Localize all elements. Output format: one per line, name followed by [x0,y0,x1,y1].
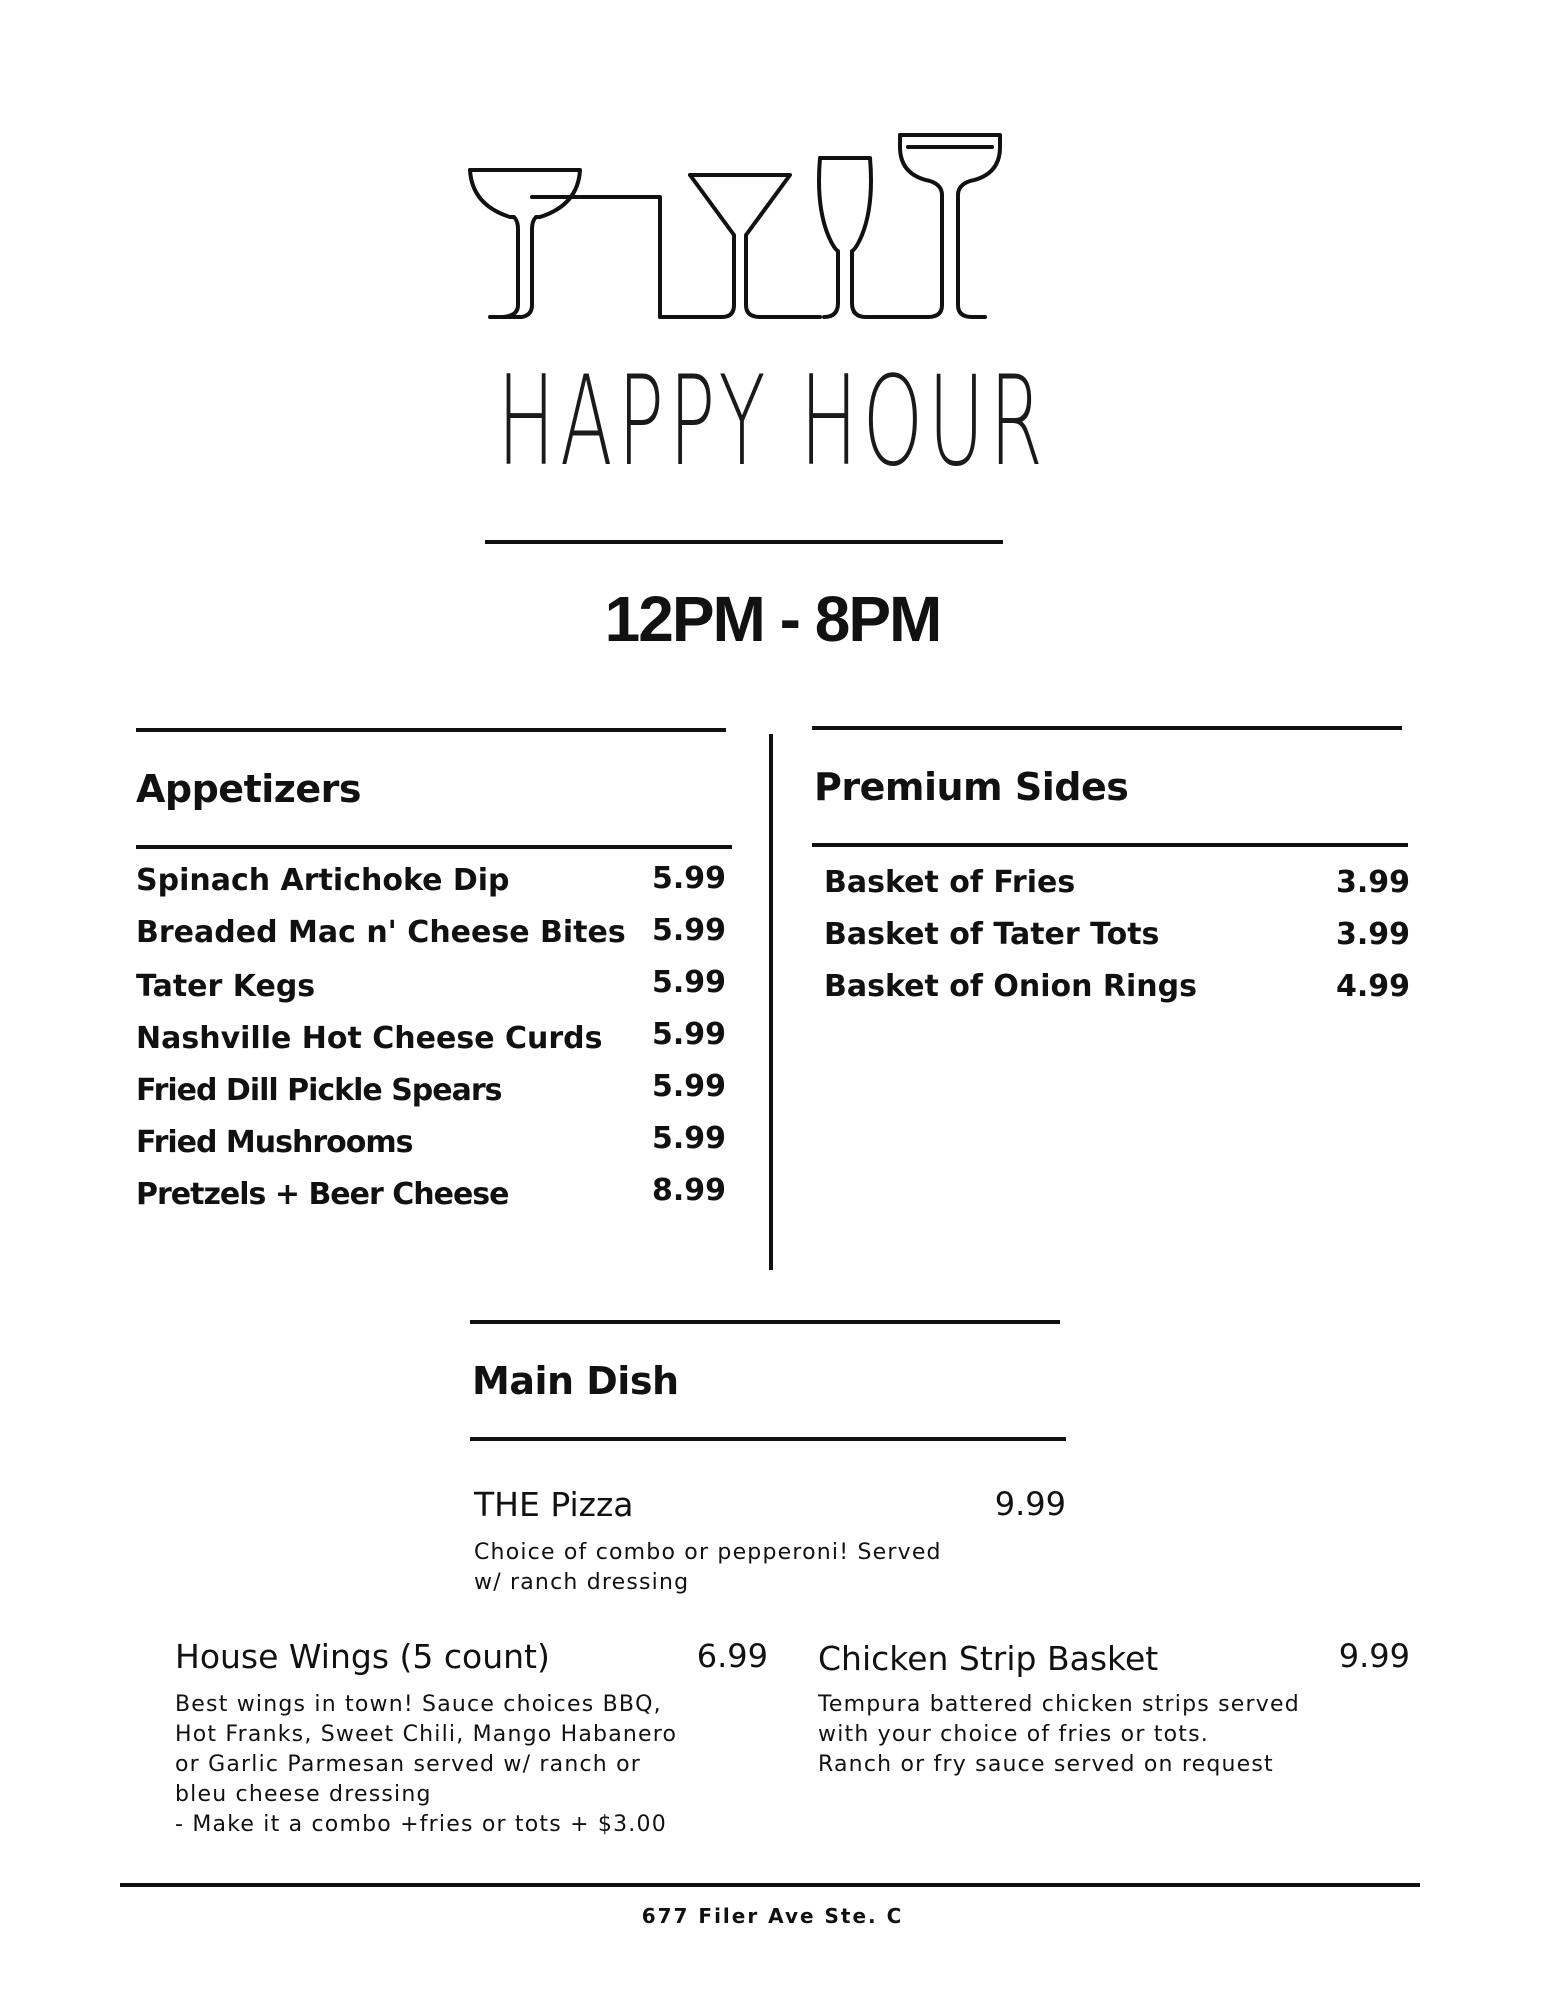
appetizer-item-price: 5.99 [651,1017,726,1052]
dish-price: 9.99 [994,1485,1066,1523]
appetizer-item-name: Fried Dill Pickle Spears [136,1073,502,1108]
main-title: Main Dish [472,1359,679,1403]
sides-bottom-divider [812,843,1408,847]
dish-price: 6.99 [696,1637,768,1675]
appetizers-title: Appetizers [136,767,362,811]
appetizer-item-price: 8.99 [651,1173,726,1208]
cocktail-glasses-icon [460,125,1020,325]
description-line: with your choice of fries or tots. [818,1722,1209,1747]
hours-text: 12PM - 8PM [604,583,941,655]
dish-name: Chicken Strip Basket [818,1639,1159,1678]
appetizer-item-price: 5.99 [651,1069,726,1104]
side-item-price: 3.99 [1335,865,1410,900]
footer-divider [120,1883,1420,1887]
dish-description [175,1690,677,1840]
side-item-price: 4.99 [1335,969,1410,1004]
appetizer-item-price: 5.99 [651,965,726,1000]
dish-description [818,1690,1300,1780]
dish-price: 9.99 [1338,1637,1410,1675]
description-line: Best wings in town! Sauce choices BBQ, [175,1692,662,1717]
side-item-name: Basket of Fries [824,865,1076,900]
main-top-divider [470,1320,1060,1324]
side-item-name: Basket of Onion Rings [824,969,1197,1004]
dish-name: THE Pizza [474,1485,634,1524]
dish-name: House Wings (5 count) [175,1637,550,1676]
title-divider [485,540,1003,544]
appetizer-item-name: Nashville Hot Cheese Curds [136,1021,603,1056]
appetizer-item-price: 5.99 [651,861,726,896]
appetizer-item-name: Pretzels + Beer Cheese [136,1177,509,1212]
side-item-price: 3.99 [1335,917,1410,952]
appetizer-item-price: 5.99 [651,913,726,948]
description-line: or Garlic Parmesan served w/ ranch or [175,1752,642,1777]
appetizer-item-name: Fried Mushrooms [136,1125,413,1160]
description-line: Ranch or fry sauce served on request [818,1752,1274,1777]
sides-top-divider [812,726,1402,730]
appetizer-item-name: Breaded Mac n' Cheese Bites [136,915,626,950]
sides-title: Premium Sides [814,765,1129,809]
description-line: - Make it a combo +fries or tots + $3.00 [175,1812,667,1837]
description-line: Tempura battered chicken strips served [818,1692,1300,1717]
appetizers-bottom-divider [136,845,732,849]
appetizers-top-divider [136,728,726,732]
appetizer-item-price: 5.99 [651,1121,726,1156]
dish-description [474,1538,942,1598]
description-line: Hot Franks, Sweet Chili, Mango Habanero [175,1722,678,1747]
description-line: Choice of combo or pepperoni! Served [474,1540,942,1565]
column-divider [769,734,773,1270]
description-line: w/ ranch dressing [474,1570,690,1595]
page-title: HAPPY HOUR [497,350,1048,494]
address-text: 677 Filer Ave Ste. C [641,1904,904,1928]
appetizer-item-name: Tater Kegs [136,969,316,1004]
appetizer-item-name: Spinach Artichoke Dip [136,863,510,898]
side-item-name: Basket of Tater Tots [824,917,1160,952]
main-bottom-divider [470,1437,1066,1441]
description-line: bleu cheese dressing [175,1782,432,1807]
